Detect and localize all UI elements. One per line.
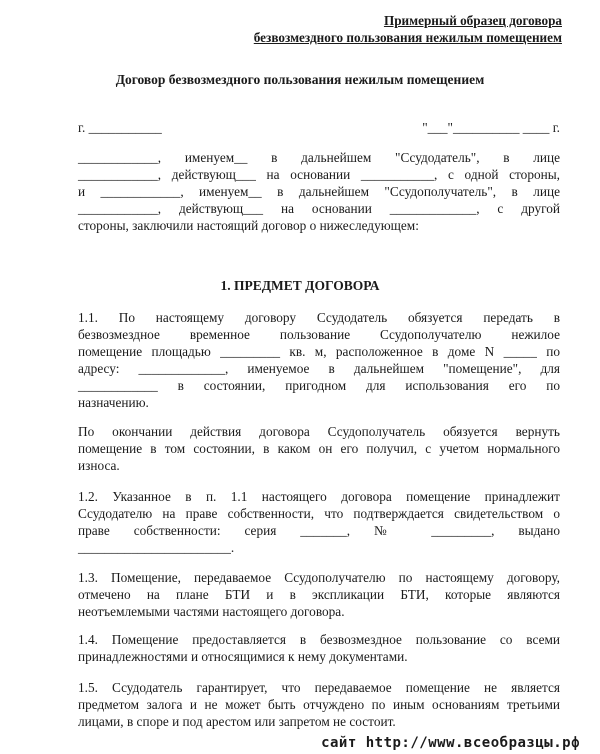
parties-line: стороны, заключили настоящий договор о нижеследующем: xyxy=(78,218,419,233)
clause-1-1-line: ____________ в состоянии, пригодном для использования его по xyxy=(78,378,560,393)
clause-1-2-line: праве собственности: серия _______, № _________, выдано xyxy=(78,523,560,538)
return-clause-line: помещение в том состоянии, в каком он его получил, с учетом нормального xyxy=(78,441,560,456)
parties-line: ____________, действующ___ на основании _____________, с другой xyxy=(78,201,560,216)
header-block xyxy=(254,12,562,46)
site-footer: сайт http://www.всеобразцы.рф xyxy=(321,735,580,751)
header-line-2: безвозмездного пользования нежилым помещением xyxy=(253,30,562,45)
clause-1-3-line: отмечено на плане БТИ и в экспликации БТИ, которые являются xyxy=(78,587,560,602)
clause-1-1-line: безвозмездное временное пользование Ссудополучателю нежилое xyxy=(78,327,560,342)
clause-1-2-line: _______________________. xyxy=(78,540,235,555)
clause-1-3-line: 1.3. Помещение, передаваемое Ссудополучателю по настоящему договору, xyxy=(78,570,560,585)
section-title: 1. ПРЕДМЕТ ДОГОВОРА xyxy=(220,278,380,293)
clause-1-2-line: 1.2. Указанное в п. 1.1 настоящего договора помещение принадлежит xyxy=(78,489,560,504)
clause-1-1-line: адресу: _____________, именуемое в дальнейшем "помещение", для xyxy=(78,361,560,376)
city-field: г. ___________ xyxy=(78,120,162,135)
parties-line: и ____________, именуем__ в дальнейшем "Ссудополучатель", в лице xyxy=(78,184,560,199)
parties-line: ____________, действующ___ на основании ___________, с одной стороны, xyxy=(78,167,560,182)
clause-1-2-line: Ссудодателю на праве собственности, что подтверждается свидетельством о xyxy=(78,506,560,521)
return-clause-line: износа. xyxy=(78,458,120,473)
header-line-1: Примерный образец договора xyxy=(383,13,562,28)
return-clause-line: По окончании действия договора Ссудополучатель обязуется вернуть xyxy=(78,424,560,439)
clause-1-4-line: принадлежностями и относящимися к нему документами. xyxy=(78,649,408,664)
document-title: Договор безвозмездного пользования нежилым помещением xyxy=(115,72,485,87)
date-field: "___"__________ ____ г. xyxy=(422,120,560,135)
clause-1-5-line: предметом залога и не может быть отчуждено по иным основаниям третьими xyxy=(78,697,560,712)
clause-1-5-line: лицами, в споре и под арестом или запретом не состоит. xyxy=(78,714,396,729)
clause-1-3-line: неотъемлемыми частями настоящего договора. xyxy=(78,604,345,619)
clause-1-1-line: помещение площадью _________ кв. м, расположенное в доме N _____ по xyxy=(78,344,560,359)
clause-1-5-line: 1.5. Ссудодатель гарантирует, что передаваемое помещение не является xyxy=(78,680,560,695)
parties-line: ____________, именуем__ в дальнейшем "Ссудодатель", в лице xyxy=(78,150,560,165)
clause-1-1-line: назначению. xyxy=(78,395,149,410)
clause-1-1-line: 1.1. По настоящему договору Ссудодатель обязуется передать в xyxy=(78,310,560,325)
clause-1-4-line: 1.4. Помещение предоставляется в безвозмездное пользование со всеми xyxy=(78,632,560,647)
